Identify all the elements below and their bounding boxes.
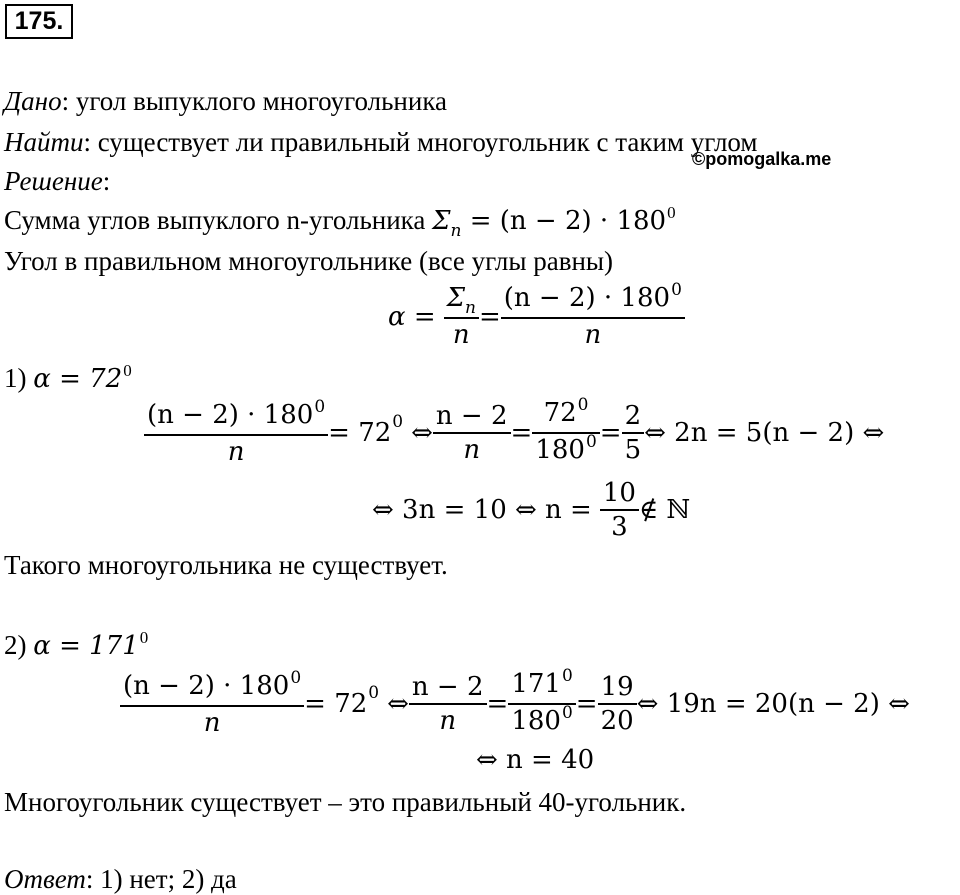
case1-line2-a: ⇔ 3n = 10 ⇔ n =: [372, 495, 592, 525]
case2-frac1-num: (n − 2) · 180: [123, 670, 290, 701]
sum-text: Сумма углов выпуклого n-угольника: [4, 205, 433, 235]
find-text: : существует ли правильный многоугольник с таким углом: [83, 127, 758, 157]
solution-line: [4, 166, 110, 196]
case1-eq-a: =: [510, 418, 533, 448]
case2-label: 2): [4, 630, 34, 660]
formula-eq: =: [478, 301, 501, 332]
case2-equation-2: ⇔ n = 40: [476, 745, 595, 775]
case2-frac1: [120, 667, 304, 739]
case2-header: [4, 630, 148, 664]
case1-frac1-num: (n − 2) · 180: [147, 399, 314, 430]
case2-frac4: [598, 671, 637, 737]
formula-sigma-den: n: [452, 320, 470, 350]
case1-frac3-den-deg: 0: [585, 432, 597, 452]
case2-alpha-deg: 0: [139, 628, 149, 647]
case2-eq-a: =: [486, 689, 509, 719]
case2-frac3-num: 171: [511, 669, 561, 699]
find-line: [4, 127, 758, 157]
case1-frac3-den: 180: [535, 435, 585, 465]
formula-fraction-main: [501, 282, 685, 351]
case1-frac2-den: n: [463, 435, 481, 465]
formula-sigma-sub: n: [465, 298, 476, 318]
case1-frac3: [532, 397, 599, 469]
sum-sigma: Σ: [432, 206, 451, 236]
case2-frac2-num: n − 2: [409, 671, 487, 705]
case1-alpha-deg: 0: [123, 361, 132, 380]
sum-rhs: = (n − 2) · 180: [461, 206, 667, 236]
formula-alpha: α =: [388, 301, 436, 332]
case1-label: 1): [4, 363, 34, 393]
case1-conclusion: Такого многоугольника не существует.: [4, 550, 448, 580]
case1-frac3-num: 72: [543, 398, 577, 428]
case2-frac3: [508, 668, 575, 740]
formula-main-den: n: [584, 320, 602, 350]
case1-equation: [144, 397, 884, 469]
case1-frac2-num: n − 2: [433, 400, 511, 434]
case1-frac3-num-deg: 0: [577, 395, 589, 415]
formula-main-num: (n − 2) · 180: [503, 283, 671, 313]
case1-equation-2: [372, 477, 690, 543]
case1-frac2: [433, 400, 511, 466]
problem-number: 175.: [5, 4, 73, 39]
watermark: ©pomogalka.me: [692, 149, 832, 169]
case1-line2-b: ∉ ℕ: [638, 495, 691, 525]
angle-line: Угол в правильном многоугольнике (все углы равны): [4, 246, 614, 276]
case2-frac3-den: 180: [511, 706, 561, 736]
case2-frac4-num: 19: [598, 671, 637, 705]
case2-frac1-den: n: [203, 707, 221, 738]
case2-eq72-deg: 0: [368, 683, 380, 703]
case2-equation: [120, 668, 910, 740]
case2-frac1-num-deg: 0: [290, 667, 302, 688]
case2-frac2: [409, 671, 487, 737]
case1-eq-b: =: [599, 418, 622, 448]
case1-eq72-deg: 0: [392, 412, 404, 432]
case1-iff: ⇔: [411, 418, 433, 448]
case2-frac3-den-deg: 0: [561, 703, 573, 723]
answer-text: : 1) нет; 2) да: [85, 864, 237, 894]
case1-frac5: [600, 477, 639, 543]
find-label: Найти: [4, 127, 84, 157]
solution-colon: :: [102, 166, 111, 196]
case2-frac2-den: n: [439, 706, 457, 736]
case2-conclusion: Многоугольник существует – это правильный 40-угольник.: [4, 787, 687, 817]
case2-eq72: = 72: [304, 689, 368, 719]
case2-alpha: α = 171: [33, 631, 139, 661]
sum-sigma-sub: n: [450, 221, 462, 241]
formula-main-deg: 0: [671, 280, 682, 300]
case2-eq-b: =: [575, 689, 598, 719]
sum-line: [4, 205, 676, 239]
case1-alpha: α = 72: [33, 364, 123, 394]
answer-line: [4, 864, 237, 894]
case2-iff: ⇔: [387, 689, 409, 719]
case1-frac5-den: 3: [611, 512, 628, 542]
alpha-formula: [388, 282, 685, 351]
case2-tail: ⇔ 19n = 20(n − 2) ⇔: [636, 689, 910, 719]
case1-frac1-num-deg: 0: [314, 396, 326, 417]
case1-header: [4, 363, 132, 397]
case1-frac5-num: 10: [600, 477, 639, 511]
sum-degree: 0: [667, 203, 676, 222]
answer-label: Ответ: [4, 864, 86, 894]
given-label: Дано: [4, 86, 62, 116]
case1-frac4: [622, 400, 645, 466]
formula-fraction-sigma: [444, 282, 479, 351]
case1-tail: ⇔ 2n = 5(n − 2) ⇔: [644, 418, 885, 448]
case1-frac4-den: 5: [624, 435, 642, 465]
case1-frac1: [144, 396, 328, 468]
formula-sigma: Σ: [446, 283, 465, 313]
case1-frac4-num: 2: [622, 400, 645, 434]
case2-frac4-den: 20: [600, 706, 634, 736]
case1-eq72: = 72: [328, 418, 392, 448]
given-line: [4, 86, 447, 116]
solution-label: Решение: [4, 166, 103, 196]
case2-frac3-num-deg: 0: [561, 666, 573, 686]
given-text: : угол выпуклого многоугольника: [61, 86, 448, 116]
case1-frac1-den: n: [227, 436, 245, 467]
